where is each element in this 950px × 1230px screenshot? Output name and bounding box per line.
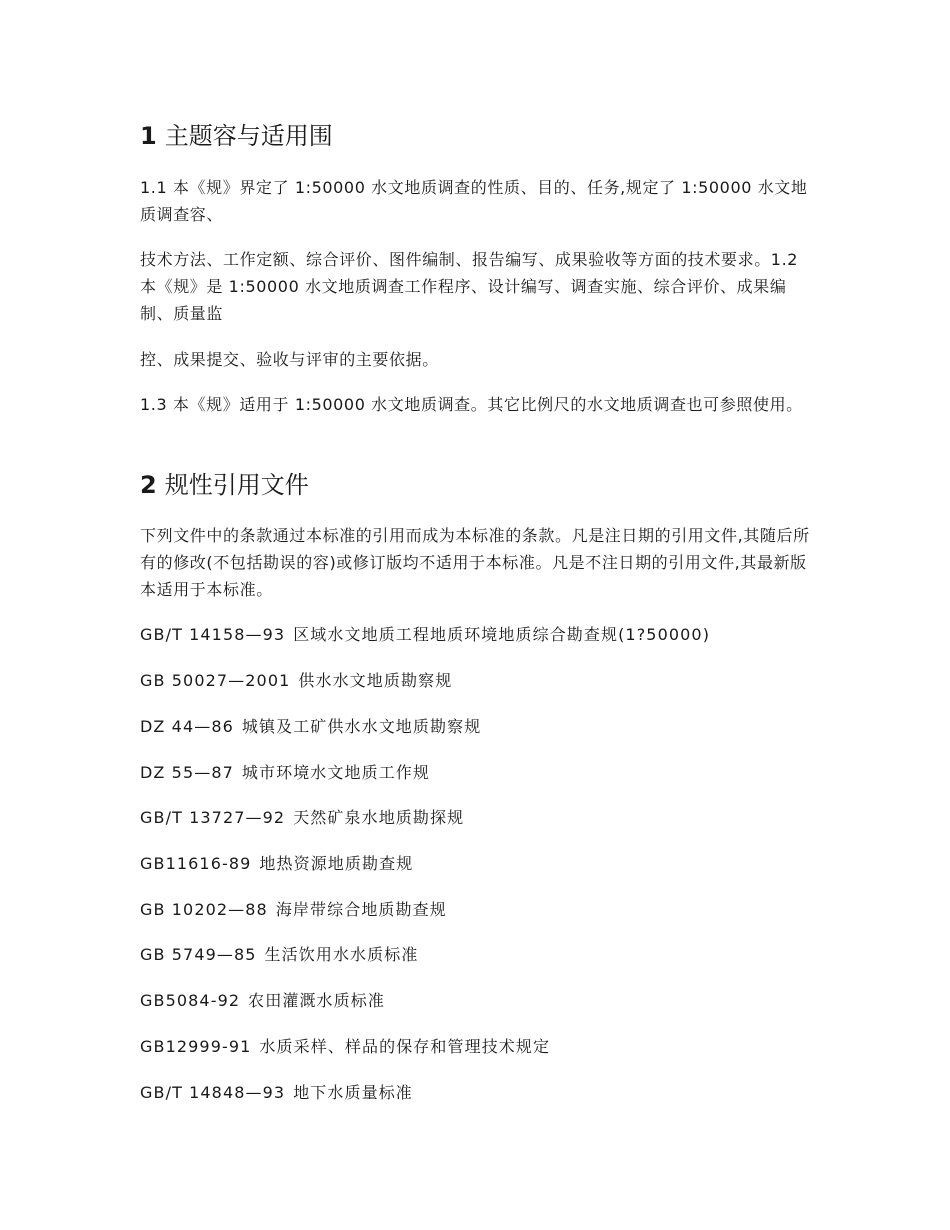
reference-title: 水质采样、样品的保存和管理技术规定 — [259, 1037, 551, 1056]
reference-title: 生活饮用水水质标准 — [264, 945, 419, 964]
paragraph-1-2-cont: 控、成果提交、验收与评审的主要依据。 — [140, 350, 439, 369]
reference-item — [140, 990, 385, 1012]
reference-title: 地热资源地质勘查规 — [259, 854, 414, 873]
reference-item — [140, 716, 481, 738]
reference-item — [140, 762, 430, 784]
reference-title: 城镇及工矿供水水文地质勘察规 — [241, 717, 482, 736]
reference-code: GB11616-89 — [140, 854, 252, 873]
reference-code: GB5084-92 — [140, 991, 241, 1010]
reference-code: GB/T 14158—93 — [140, 625, 286, 644]
reference-item — [140, 899, 447, 921]
reference-title: 城市环境水文地质工作规 — [241, 763, 430, 782]
paragraph-2: 下列文件中的条款通过本标准的引用而成为本标准的条款。凡是注日期的引用文件,其随后所有的修改(不包括勘误的容)或修订版均不适用于本标准。凡是不注日期的引用文件,其最新版本适用于本标准。 — [140, 526, 810, 599]
section-1-heading — [140, 121, 333, 151]
reference-item — [140, 624, 710, 646]
paragraph-1-1: 1.1 本《规》界定了 1:50000 水文地质调查的性质、目的、任务,规定了 1:50000 水文地质调查容、 — [140, 178, 808, 224]
reference-code: GB/T 13727—92 — [140, 808, 286, 827]
reference-title: 天然矿泉水地质勘探规 — [293, 808, 465, 827]
section-2-number: 2 — [140, 471, 157, 499]
section-1-number: 1 — [140, 122, 157, 150]
reference-item — [140, 1036, 550, 1058]
reference-code: DZ 44—86 — [140, 717, 234, 736]
reference-code: GB/T 14848—93 — [140, 1083, 286, 1102]
reference-code: GB12999-91 — [140, 1037, 252, 1056]
reference-code: GB 50027—2001 — [140, 671, 291, 690]
reference-item — [140, 853, 413, 875]
reference-title: 海岸带综合地质勘查规 — [275, 900, 447, 919]
reference-title: 地下水质量标准 — [293, 1083, 413, 1102]
reference-item — [140, 944, 418, 966]
reference-code: DZ 55—87 — [140, 763, 234, 782]
section-2-title: 规性引用文件 — [164, 471, 309, 499]
reference-item — [140, 1082, 413, 1104]
reference-title: 农田灌溉水质标准 — [248, 991, 385, 1010]
reference-item — [140, 670, 452, 692]
section-2-heading — [140, 470, 309, 500]
reference-item — [140, 807, 464, 829]
reference-code: GB 5749—85 — [140, 945, 257, 964]
paragraph-1-1-cont: 技术方法、工作定额、综合评价、图件编制、报告编写、成果验收等方面的技术要求。1.2 本《规》是 1:50000 水文地质调查工作程序、设计编写、调查实施、综合评价、成果编制、质量监 — [140, 250, 799, 323]
paragraph-1-3: 1.3 本《规》适用于 1:50000 水文地质调查。其它比例尺的水文地质调查也可参照使用。 — [140, 395, 803, 414]
reference-title: 区域水文地质工程地质环境地质综合勘查规(1?50000) — [293, 625, 711, 644]
reference-title: 供水水文地质勘察规 — [298, 671, 453, 690]
reference-code: GB 10202—88 — [140, 900, 268, 919]
section-1-title: 主题容与适用围 — [164, 122, 333, 150]
